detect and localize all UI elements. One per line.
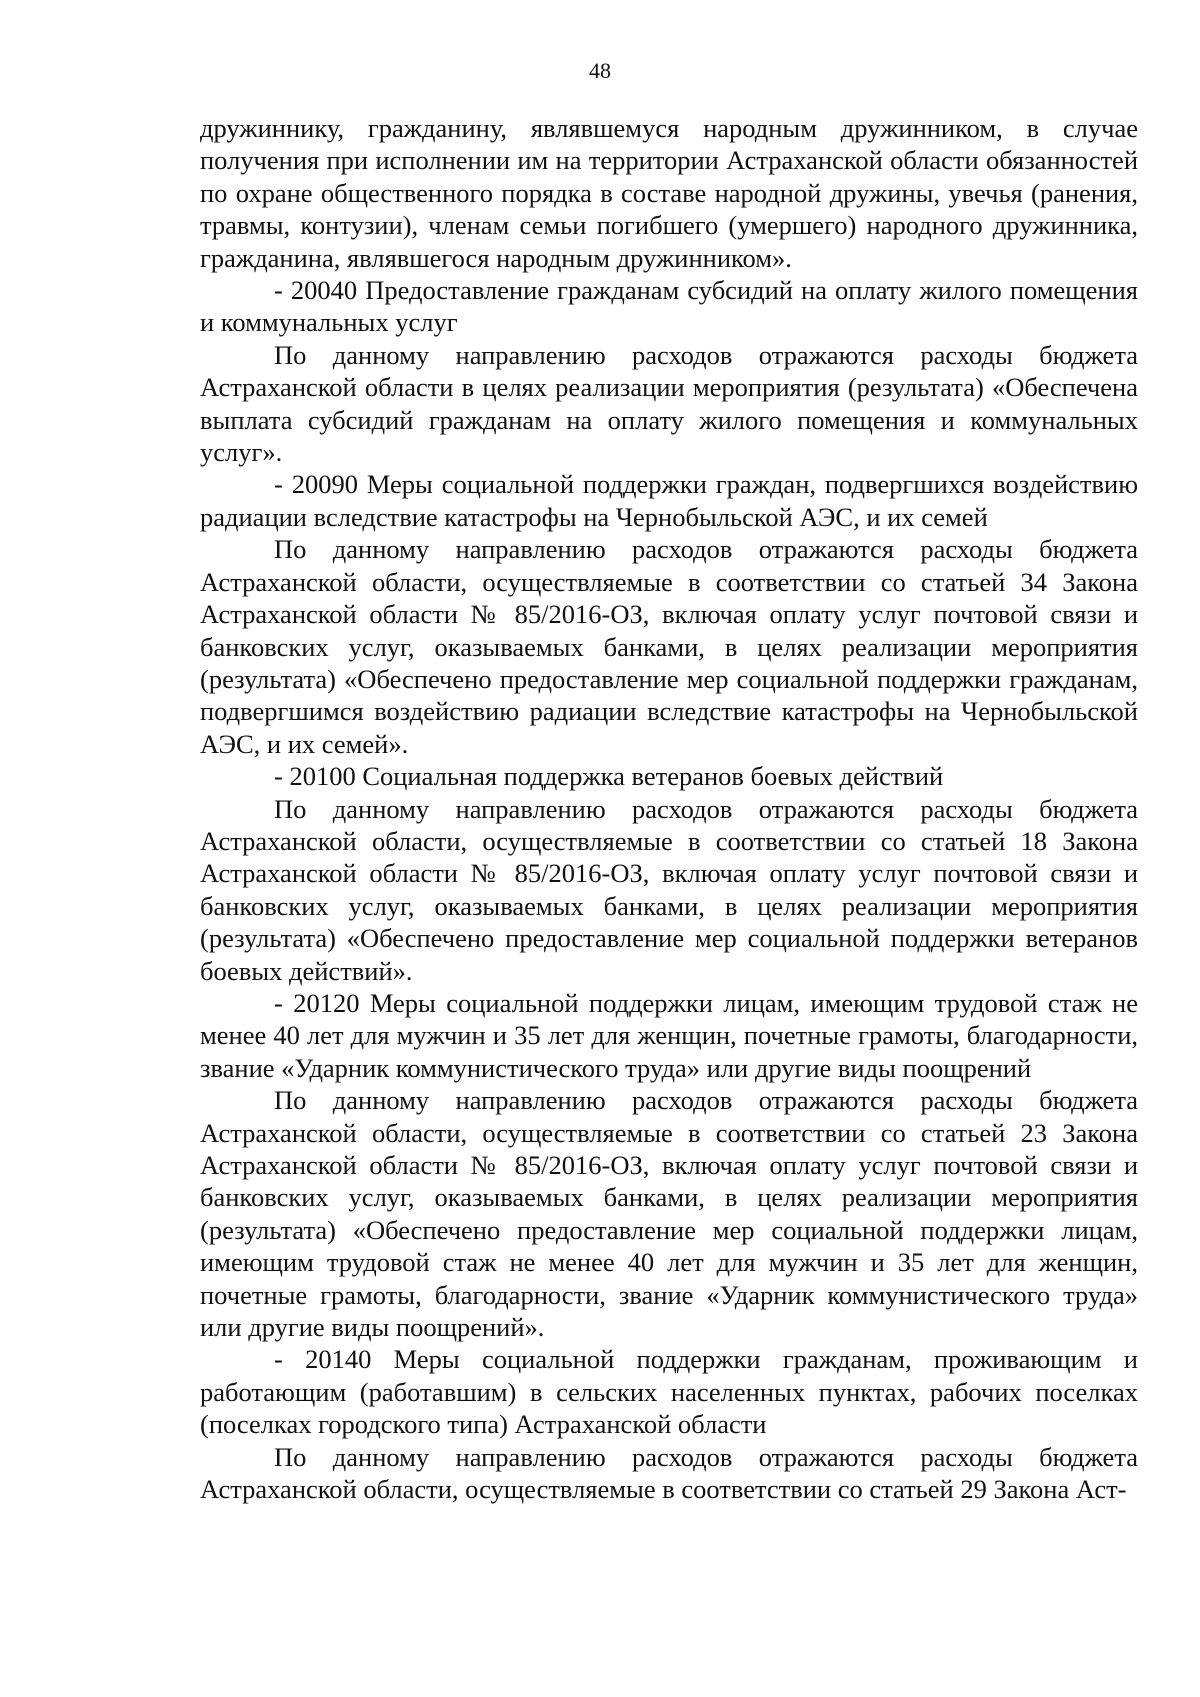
paragraph-20100: По данному направлению расходов отражаются расходы бюджета Астраханской области, осуществляемые в соответствии со статьей 18 Закона Астраханской области № 85/2016-ОЗ, включая оплату услуг почтовой связи и банковских услуг, оказываемых банками, в целях реализации мероприятия (результата) «Обеспечено предоставление мер социальной поддержки ветеранов боевых действий». — [200, 793, 1138, 986]
section-heading-20100: - 20100 Социальная поддержка ветеранов боевых действий — [274, 761, 944, 792]
page-number: 48 — [589, 58, 611, 83]
section-heading-20120: - 20120 Меры социальной поддержки лицам, имеющим трудовой стаж не менее 40 лет для мужчин и 35 лет для женщин, почетные грамоты, благодарности, звание «Ударник коммунистического труда» или другие виды поощрений — [200, 987, 1138, 1083]
section-heading-20090: - 20090 Меры социальной поддержки граждан, подвергшихся воздействию радиации вследствие катастрофы на Чернобыльской АЭС, и их семей — [200, 469, 1138, 532]
paragraph-20090: По данному направлению расходов отражаются расходы бюджета Астраханской области, осуществляемые в соответствии со статьей 34 Закона Астраханской области № 85/2016-ОЗ, включая оплату услуг почтовой связи и банковских услуг, оказываемых банками, в целях реализации мероприятия (результата) «Обеспечено предоставление мер социальной поддержки гражданам, подвергшимся воздействию радиации вследствие катастрофы на Чернобыльской АЭС, и их семей». — [200, 534, 1138, 759]
paragraph-20120: По данному направлению расходов отражаются расходы бюджета Астраханской области, осуществляемые в соответствии со статьей 23 Закона Астраханской области № 85/2016-ОЗ, включая оплату услуг почтовой связи и банковских услуг, оказываемых банками, в целях реализации мероприятия (результата) «Обеспечено предоставление мер социальной поддержки лицам, имеющим трудовой стаж не менее 40 лет для мужчин и 35 лет для женщин, почетные грамоты, благодарности, звание «Ударник коммунистического труда» или другие виды поощрений». — [200, 1085, 1138, 1343]
section-heading-20140: - 20140 Меры социальной поддержки гражданам, проживающим и работающим (работавшим) в сельских населенных пунктах, рабочих поселках (поселках городского типа) Астраханской области — [200, 1344, 1138, 1440]
paragraph-20140: По данному направлению расходов отражаются расходы бюджета Астраханской области, осуществляемые в соответствии со статьей 29 Закона Аст- — [200, 1441, 1138, 1505]
paragraph-continuation: дружиннику, гражданину, являвшемуся народным дружинником, в случае получения при исполнении им на территории Астраханской области обязанностей по охране общественного порядка в составе народной дружины, увечья (ранения, травмы, контузии), членам семьи погибшего (умершего) народного дружинника, гражданина, являвшегося народным дружинником». — [200, 113, 1138, 273]
section-heading-20040: - 20040 Предоставление гражданам субсидий на оплату жилого помещения и коммунальных услуг — [200, 275, 1138, 338]
paragraph-20040: По данному направлению расходов отражаются расходы бюджета Астраханской области в целях реализации мероприятия (результата) «Обеспечена выплата субсидий гражданам на оплату жилого помещения и коммунальных услуг». — [200, 339, 1138, 468]
document-body — [200, 112, 1138, 1505]
